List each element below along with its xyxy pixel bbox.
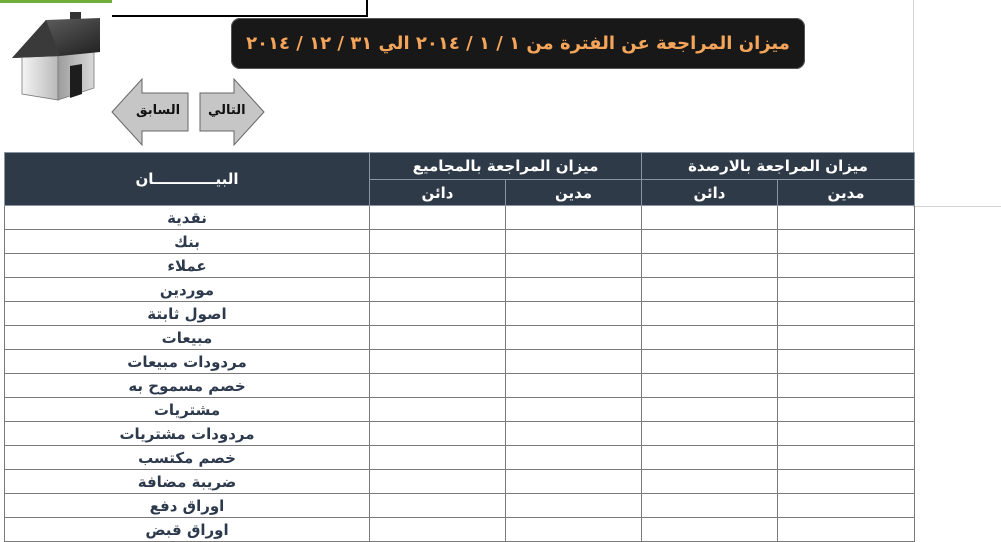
table-row xyxy=(5,422,915,446)
table-row xyxy=(5,302,915,326)
table-row xyxy=(5,470,915,494)
table-row xyxy=(5,206,915,230)
balances-credit-cell[interactable] xyxy=(642,230,778,254)
trial-balance-table xyxy=(4,152,914,542)
balances-credit-cell[interactable] xyxy=(642,254,778,278)
row-label: نقدية xyxy=(5,206,370,230)
next-label: التالي xyxy=(208,103,246,118)
table-row xyxy=(5,350,915,374)
balances-credit-cell[interactable] xyxy=(642,422,778,446)
table-row xyxy=(5,374,915,398)
balances-debit-cell[interactable] xyxy=(778,350,915,374)
header-description: البيــــــــــــان xyxy=(5,153,370,206)
balances-debit-cell[interactable] xyxy=(778,398,915,422)
totals-debit-cell[interactable] xyxy=(506,518,642,542)
totals-credit-cell[interactable] xyxy=(370,518,506,542)
row-label: مبيعات xyxy=(5,326,370,350)
totals-debit-cell[interactable] xyxy=(506,254,642,278)
row-label: عملاء xyxy=(5,254,370,278)
totals-debit-cell[interactable] xyxy=(506,326,642,350)
row-label: اوراق دفع xyxy=(5,494,370,518)
balances-credit-cell[interactable] xyxy=(642,494,778,518)
row-label: مردودات مشتريات xyxy=(5,422,370,446)
balances-credit-cell[interactable] xyxy=(642,470,778,494)
header-balances-debit: مدين xyxy=(778,180,915,206)
header-totals-group: ميزان المراجعة بالمجاميع xyxy=(370,153,642,180)
balances-debit-cell[interactable] xyxy=(778,230,915,254)
totals-debit-cell[interactable] xyxy=(506,374,642,398)
row-label: بنك xyxy=(5,230,370,254)
balances-debit-cell[interactable] xyxy=(778,206,915,230)
balances-debit-cell[interactable] xyxy=(778,494,915,518)
table-row xyxy=(5,398,915,422)
totals-credit-cell[interactable] xyxy=(370,374,506,398)
totals-debit-cell[interactable] xyxy=(506,230,642,254)
balances-debit-cell[interactable] xyxy=(778,518,915,542)
totals-credit-cell[interactable] xyxy=(370,446,506,470)
totals-credit-cell[interactable] xyxy=(370,350,506,374)
row-label: خصم مسموح به xyxy=(5,374,370,398)
balances-credit-cell[interactable] xyxy=(642,350,778,374)
balances-debit-cell[interactable] xyxy=(778,422,915,446)
balances-debit-cell[interactable] xyxy=(778,254,915,278)
balances-debit-cell[interactable] xyxy=(778,326,915,350)
totals-debit-cell[interactable] xyxy=(506,446,642,470)
balances-credit-cell[interactable] xyxy=(642,206,778,230)
totals-credit-cell[interactable] xyxy=(370,422,506,446)
balances-debit-cell[interactable] xyxy=(778,374,915,398)
row-label: مشتريات xyxy=(5,398,370,422)
row-label: اوراق قبض xyxy=(5,518,370,542)
balances-credit-cell[interactable] xyxy=(642,374,778,398)
row-label: موردين xyxy=(5,278,370,302)
totals-credit-cell[interactable] xyxy=(370,278,506,302)
totals-debit-cell[interactable] xyxy=(506,494,642,518)
totals-debit-cell[interactable] xyxy=(506,302,642,326)
totals-credit-cell[interactable] xyxy=(370,230,506,254)
sheet-cell-frame[interactable] xyxy=(112,0,368,17)
header-totals-credit: دائن xyxy=(370,180,506,206)
totals-debit-cell[interactable] xyxy=(506,206,642,230)
house-icon[interactable] xyxy=(8,10,104,106)
balances-credit-cell[interactable] xyxy=(642,278,778,302)
table-row xyxy=(5,518,915,542)
totals-debit-cell[interactable] xyxy=(506,470,642,494)
balances-credit-cell[interactable] xyxy=(642,302,778,326)
table-row xyxy=(5,446,915,470)
totals-debit-cell[interactable] xyxy=(506,350,642,374)
balances-credit-cell[interactable] xyxy=(642,398,778,422)
totals-credit-cell[interactable] xyxy=(370,494,506,518)
totals-credit-cell[interactable] xyxy=(370,302,506,326)
totals-credit-cell[interactable] xyxy=(370,206,506,230)
row-label: اصول ثابتة xyxy=(5,302,370,326)
totals-debit-cell[interactable] xyxy=(506,398,642,422)
table-row xyxy=(5,230,915,254)
totals-credit-cell[interactable] xyxy=(370,326,506,350)
totals-credit-cell[interactable] xyxy=(370,254,506,278)
prev-label: السابق xyxy=(136,103,181,118)
table-row xyxy=(5,494,915,518)
header-totals-debit: مدين xyxy=(506,180,642,206)
totals-debit-cell[interactable] xyxy=(506,422,642,446)
totals-credit-cell[interactable] xyxy=(370,470,506,494)
balances-credit-cell[interactable] xyxy=(642,326,778,350)
header-balances-group: ميزان المراجعة بالارصدة xyxy=(642,153,915,180)
row-label: ضريبة مضافة xyxy=(5,470,370,494)
row-label: خصم مكتسب xyxy=(5,446,370,470)
page-title: ميزان المراجعة عن الفترة من ١ / ١ / ٢٠١٤ الي ٣١ / ١٢ / ٢٠١٤ xyxy=(246,33,790,54)
grid-line xyxy=(914,206,1001,207)
totals-credit-cell[interactable] xyxy=(370,398,506,422)
balances-credit-cell[interactable] xyxy=(642,518,778,542)
balances-debit-cell[interactable] xyxy=(778,470,915,494)
table-row xyxy=(5,254,915,278)
totals-debit-cell[interactable] xyxy=(506,278,642,302)
prev-button[interactable] xyxy=(110,77,190,151)
balances-debit-cell[interactable] xyxy=(778,302,915,326)
title-banner xyxy=(231,18,805,69)
balances-debit-cell[interactable] xyxy=(778,446,915,470)
table-row xyxy=(5,326,915,350)
balances-debit-cell[interactable] xyxy=(778,278,915,302)
next-button[interactable] xyxy=(198,77,266,151)
table-row xyxy=(5,278,915,302)
row-label: مردودات مبيعات xyxy=(5,350,370,374)
balances-credit-cell[interactable] xyxy=(642,446,778,470)
sheet-top-strip xyxy=(0,0,112,3)
header-balances-credit: دائن xyxy=(642,180,778,206)
